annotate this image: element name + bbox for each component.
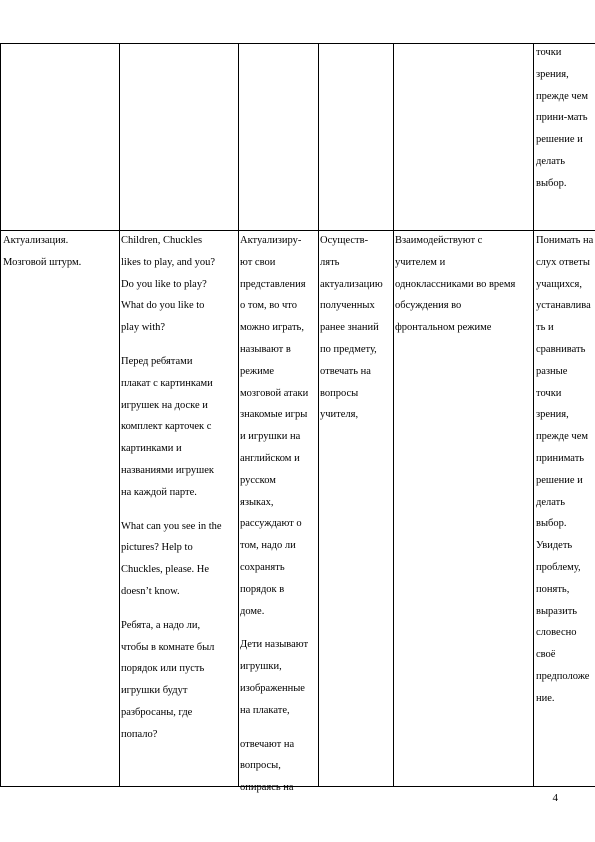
text-line: рассуждают о: [240, 518, 302, 530]
text-line: комплект карточек с: [121, 421, 212, 433]
top-row-col6-cell: [536, 42, 595, 195]
text-line: и игрушки на: [240, 431, 301, 443]
text-line: ние.: [536, 692, 555, 704]
text-line: предположе: [536, 670, 590, 682]
table-column-divider: [119, 43, 120, 787]
text-line: сравнивать: [536, 343, 586, 355]
teacher-paragraph-1: [121, 230, 238, 339]
text-line: проблему,: [536, 561, 581, 573]
text-line: на каждой парте.: [121, 486, 197, 498]
student-paragraph-3: [240, 734, 318, 799]
page-number: 4: [552, 792, 558, 804]
table-column-divider: [318, 43, 319, 787]
text-line: режиме: [240, 365, 275, 377]
text-line: вопросы: [320, 387, 359, 399]
text-line: порядок в: [240, 583, 285, 595]
row2-teacher-activity-cell: [121, 230, 238, 746]
teacher-paragraph-3: [121, 516, 238, 603]
student-paragraph-1: [240, 230, 318, 622]
text-line: pictures? Help to: [121, 542, 193, 554]
text-line: изображенные: [240, 682, 305, 694]
text-line: зрения,: [536, 409, 569, 421]
table-column-divider: [238, 43, 239, 787]
text-line: чтобы в комнате был: [121, 641, 215, 653]
text-line: Children, Chuckles: [121, 235, 203, 246]
text-line: одноклассниками во время: [395, 278, 516, 290]
text-line: выбор.: [536, 518, 567, 530]
text-line: делать: [536, 496, 566, 508]
text-line: вопросы,: [240, 760, 281, 772]
text-line: выбор.: [536, 177, 567, 189]
text-line: решение и: [536, 134, 583, 146]
text-line: Chuckles, please. He: [121, 564, 210, 576]
teacher-paragraph-4: [121, 615, 238, 746]
text-line: плакат с картинками: [121, 377, 213, 389]
text-line: точки: [536, 47, 562, 58]
text-line: том, надо ли: [240, 540, 296, 552]
text-line: слух ответы: [536, 256, 590, 268]
text-line: ть и: [536, 322, 554, 334]
text-line: What do you like to: [121, 300, 205, 312]
text-line: русском: [240, 474, 276, 486]
text-line: Понимать на: [536, 235, 594, 246]
text-line: учителя,: [320, 409, 359, 421]
text-line: учащихся,: [536, 278, 582, 290]
text-line: прежде чем: [536, 90, 588, 102]
text-line: зрения,: [536, 68, 569, 80]
text-line: play with?: [121, 322, 166, 334]
text-line: ранее знаний: [320, 322, 379, 334]
text-line: учителем и: [395, 256, 446, 268]
text-line: своё: [536, 649, 556, 661]
text-line: разбросаны, где: [121, 706, 193, 718]
text-line: likes to play, and you?: [121, 256, 216, 268]
text-line: Увидеть: [536, 540, 573, 552]
row2-regulative-uud-cell: [536, 230, 595, 710]
text-line: мозговой атаки: [240, 387, 309, 399]
text-line: игрушек на доске и: [121, 399, 208, 411]
text-line: точки: [536, 387, 562, 399]
text-line: Перед ребятами: [121, 355, 193, 367]
text-line: Актуализиру-: [240, 235, 302, 246]
text-line: отвечать на: [320, 365, 371, 377]
text-line: делать: [536, 155, 566, 167]
teacher-paragraph-2: [121, 351, 238, 504]
text-line: картинками и: [121, 443, 182, 455]
text-line: попало?: [121, 728, 158, 740]
text-line: Осуществ-: [320, 235, 369, 246]
text-line: Мозговой штурм.: [3, 256, 82, 268]
text-line: ют свои: [240, 256, 276, 268]
text-line: сохранять: [240, 561, 285, 573]
student-paragraph-2: [240, 634, 318, 721]
text-line: актуализацию: [320, 278, 383, 290]
text-line: Взаимодействуют с: [395, 235, 483, 246]
text-line: лять: [320, 256, 340, 268]
row2-cognitive-uud-cell: [320, 230, 393, 426]
text-line: What can you see in the: [121, 520, 222, 532]
text-line: игрушки будут: [121, 685, 188, 697]
text-line: игрушки,: [240, 661, 282, 673]
text-line: обсуждения во: [395, 300, 462, 312]
row2-student-activity-cell: [240, 230, 318, 794]
row2-communicative-uud-cell: [395, 230, 533, 339]
text-line: порядок или пусть: [121, 663, 205, 675]
text-line: на плакате,: [240, 704, 290, 716]
table-column-divider: [393, 43, 394, 787]
text-line: устанавлива: [536, 300, 591, 312]
text-line: английском и: [240, 452, 300, 464]
text-line: решение и: [536, 474, 583, 486]
text-line: языках,: [240, 496, 274, 508]
text-line: фронтальном режиме: [395, 322, 492, 334]
row2-stage-cell: [3, 230, 118, 274]
text-line: опираясь на: [240, 782, 294, 794]
text-line: принимать: [536, 452, 585, 464]
table-top-border: [0, 43, 595, 44]
text-line: называют в: [240, 343, 291, 355]
text-line: Do you like to play?: [121, 278, 207, 290]
text-line: Ребята, а надо ли,: [121, 619, 201, 631]
text-line: названиями игрушек: [121, 464, 214, 476]
text-line: прини-мать: [536, 112, 588, 124]
text-line: словесно: [536, 627, 577, 639]
table-column-divider: [0, 43, 1, 787]
text-line: Дети называют: [240, 639, 309, 651]
text-line: доме.: [240, 605, 265, 617]
text-line: полученных: [320, 300, 375, 312]
text-line: по предмету,: [320, 343, 377, 355]
text-line: представления: [240, 278, 306, 290]
text-line: можно играть,: [240, 322, 304, 334]
text-line: Актуализация.: [3, 235, 69, 246]
text-line: о том, во что: [240, 300, 298, 312]
text-line: выразить: [536, 605, 578, 617]
text-line: отвечают на: [240, 738, 295, 750]
text-line: прежде чем: [536, 431, 588, 443]
text-line: понять,: [536, 583, 570, 595]
table-column-divider: [533, 43, 534, 787]
text-line: разные: [536, 365, 568, 377]
text-line: doesn’t know.: [121, 585, 180, 597]
text-line: знакомые игры: [240, 409, 308, 421]
